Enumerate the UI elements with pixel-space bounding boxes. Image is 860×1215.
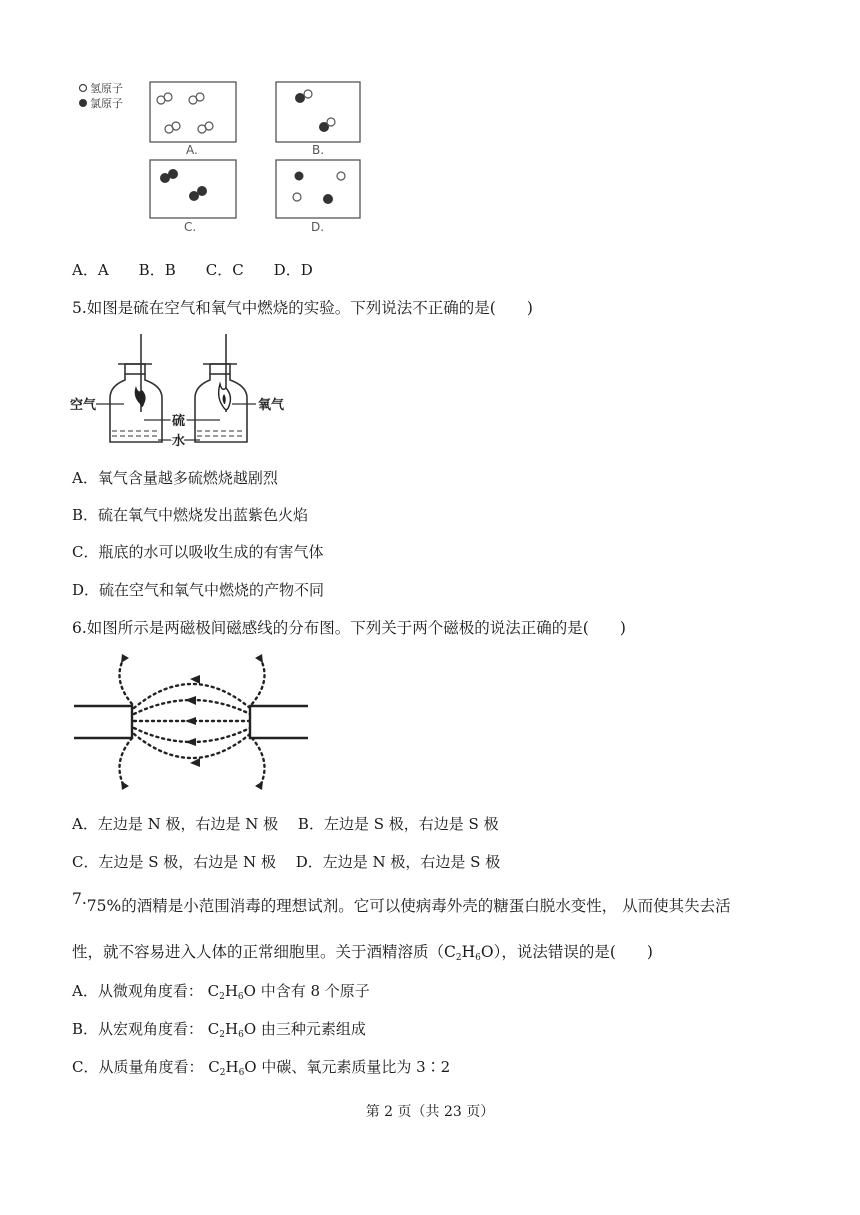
oxygen-label: 氧气 — [258, 398, 285, 413]
q5-option-c: C．瓶底的水可以吸收生成的有害气体 — [72, 543, 324, 561]
q5-stem: 5.如图是硫在空气和氧气中燃烧的实验。下列说法不正确的是( ) — [72, 299, 533, 317]
panel-b-label: B. — [312, 143, 325, 157]
left-flame-icon — [135, 386, 146, 407]
q5-sulfur-combustion-figure — [70, 330, 290, 450]
q4-options: A．A B．B C．C D．D — [72, 261, 313, 279]
q7-option-b: B．从宏观角度看： $C_2H_6O$ 由三种元素组成 — [72, 1020, 366, 1040]
q7-option-c: C．从质量角度看： $C_2H_6O$ 中碳、氧元素质量比为 3∶2 — [72, 1058, 451, 1078]
left-magnet — [74, 706, 132, 738]
q5-option-d: D．硫在空气和氧气中燃烧的产物不同 — [72, 581, 325, 599]
panel-b-hcl-molecules — [295, 90, 335, 132]
q6-stem: 6.如图所示是两磁极间磁感线的分布图。下列关于两个磁极的说法正确的是( ) — [72, 619, 626, 637]
sulfur-label: 硫 — [172, 414, 186, 429]
panel-c-frame — [150, 160, 236, 218]
q6-magnetic-field-figure — [72, 650, 312, 795]
q7-stem-line1 — [72, 890, 731, 916]
panel-b-frame — [276, 82, 360, 142]
page-footer: 第 2 页（共 23 页） — [365, 1104, 495, 1120]
q4-molecule-figure — [72, 78, 372, 248]
legend-hydrogen-label: 氢原子 — [90, 82, 123, 95]
legend-chlorine-label: 氯原子 — [90, 97, 123, 110]
left-water-lines — [112, 431, 160, 436]
q7-stem-text1: 75%的酒精是小范围消毒的理想试剂。它可以使病毒外壳的糖蛋白脱水变性， 从而使其失去活 — [86, 897, 731, 915]
q6-options-row2: C．左边是 S 极，右边是 N 极 D．左边是 N 极，右边是 S 极 — [72, 853, 501, 871]
q5-option-a: A．氧气含量越多硫燃烧越剧烈 — [72, 469, 278, 487]
panel-d-atoms — [293, 172, 345, 205]
right-water-lines — [197, 431, 245, 436]
q6-options-row1: A．左边是 N 极，右边是 N 极 B．左边是 S 极，右边是 S 极 — [72, 815, 499, 833]
panel-c-chlorine-molecules — [160, 169, 207, 201]
q5-option-b: B．硫在氧气中燃烧发出蓝紫色火焰 — [72, 506, 309, 524]
right-magnet — [250, 706, 308, 738]
hydrogen-legend-icon — [80, 85, 87, 92]
q7-option-a: A．从微观角度看： $C_2H_6O$ 中含有 8 个原子 — [72, 982, 370, 1002]
chlorine-legend-icon — [79, 99, 87, 107]
panel-a-label: A. — [186, 143, 198, 157]
panel-d-label: D. — [311, 220, 325, 234]
q7-number: 7. — [72, 890, 87, 908]
q7-stem-line2: 性，就不容易进入人体的正常细胞里。关于酒精溶质（C2H6O），说法错误的是( ) — [72, 943, 653, 963]
air-label: 空气 — [70, 398, 97, 413]
panel-d-frame — [276, 160, 360, 218]
panel-a-hydrogen-molecules — [157, 93, 213, 133]
panel-a-frame — [150, 82, 236, 142]
panel-c-label: C. — [184, 220, 197, 234]
water-label: 水 — [172, 434, 186, 449]
